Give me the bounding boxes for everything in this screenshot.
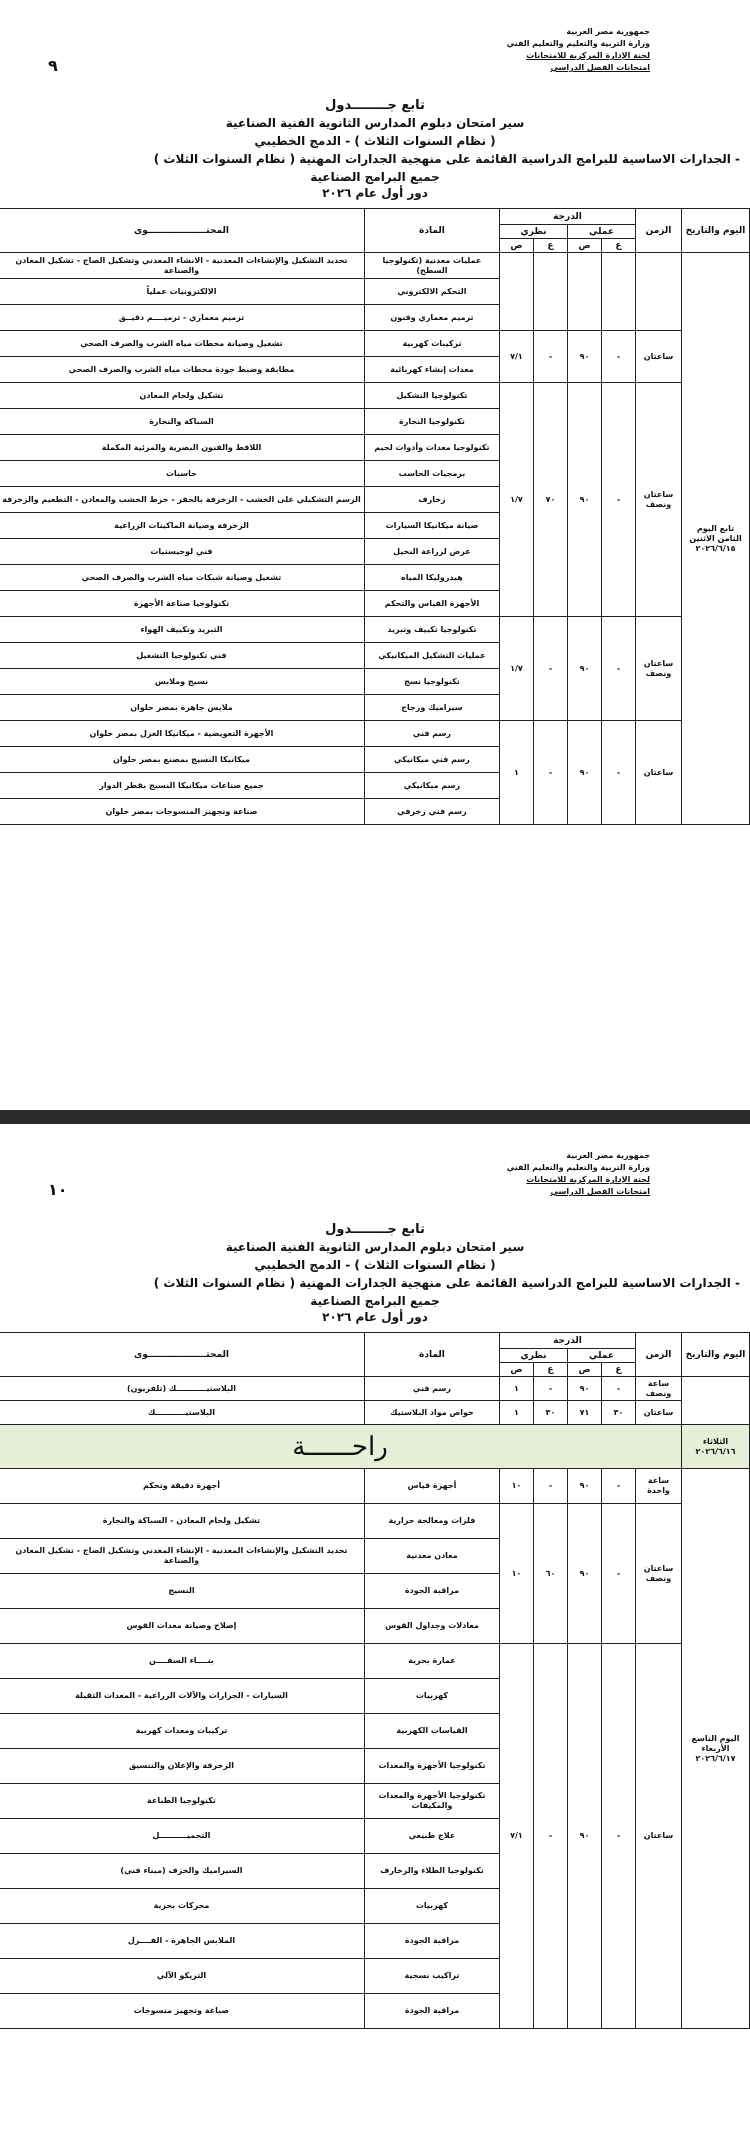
time-cell: ساعة ونصف bbox=[636, 1377, 682, 1401]
rest-day-cell: الثلاثاء ٢٠٢٦/٦/١٦ bbox=[682, 1425, 750, 1469]
chapters-cell: تشكيل ولحام المعادن bbox=[0, 383, 364, 409]
subject-cell: تكنولوجيا الأجهزة والمعدات والمكيفات bbox=[364, 1784, 499, 1819]
grade-cell: ٩٠ bbox=[568, 1377, 602, 1401]
doc-title: تابع جــــــــدول bbox=[325, 1222, 425, 1237]
schedule-table bbox=[0, 208, 750, 825]
header-min: ص bbox=[499, 1363, 533, 1377]
subject-cell: التحكم الالكتروني bbox=[364, 279, 499, 305]
chapters-cell: الأجهزة التعويضية - ميكانيكا الغزل بمصر حلوان bbox=[0, 721, 364, 747]
subject-cell: زخارف bbox=[364, 487, 499, 513]
page-number: ١٠ bbox=[48, 1180, 68, 1199]
chapters-cell: البلاستيـــــــــــك (تلفزيون) bbox=[0, 1377, 364, 1401]
subject-cell: ترميم معماري وفنون bbox=[364, 305, 499, 331]
subject-cell: تكنولوجيا تكييف وتبريد bbox=[364, 617, 499, 643]
table-row bbox=[0, 383, 750, 409]
grade-cell: - bbox=[602, 1469, 636, 1504]
chapters-cell: نسيج وملابس bbox=[0, 669, 364, 695]
subject-cell: مراقبة الجودة bbox=[364, 1924, 499, 1959]
subject-cell: الأجهزة القياس والتحكم bbox=[364, 591, 499, 617]
grade-cell bbox=[499, 253, 533, 331]
doc-competencies: - الجدارات الاساسية للبرامج الدراسية القائمة على منهجية الجدارات المهنية ( نظام السنوات الثلاث ) bbox=[153, 152, 740, 166]
subject-cell: أجهزة قياس bbox=[364, 1469, 499, 1504]
subject-cell: رسم فني ميكانيكي bbox=[364, 747, 499, 773]
table-row bbox=[0, 253, 750, 279]
subject-cell: عمليات التشكيل الميكانيكي bbox=[364, 643, 499, 669]
grade-cell: ٩٠ bbox=[568, 331, 602, 383]
schedule-table bbox=[0, 1332, 750, 2029]
page-separator bbox=[0, 1110, 750, 1124]
grade-cell: ١/٧ bbox=[499, 383, 533, 617]
subject-cell: مراقبة الجودة bbox=[364, 1994, 499, 2029]
chapters-cell: تحديد التشكيل والإنشاءات المعدنية - الإنشاء المعدني وتشكيل الصاج - تشكيل المعادن والصناعة bbox=[0, 1539, 364, 1574]
header-max: ع bbox=[602, 239, 636, 253]
day-cell: تابع اليوم الثامن الاثنين ٢٠٢٦/٦/١٥ bbox=[682, 253, 750, 825]
subject-cell: عمارة بحرية bbox=[364, 1644, 499, 1679]
chapters-cell: النسيج bbox=[0, 1574, 364, 1609]
header-day: اليوم والتاريخ bbox=[682, 209, 750, 253]
chapters-cell: الملابس الجاهزة - الفــــزل bbox=[0, 1924, 364, 1959]
grade-cell: - bbox=[602, 721, 636, 825]
subject-cell: عرض لزراعة النخيل bbox=[364, 539, 499, 565]
grade-cell: ٧٠ bbox=[534, 383, 568, 617]
page-number: ٩ bbox=[48, 56, 58, 75]
subject-cell: تكنولوجيا نسج bbox=[364, 669, 499, 695]
header-time: الزمن bbox=[636, 1333, 682, 1377]
grade-cell: - bbox=[534, 331, 568, 383]
doc-subtitle: سير امتحان دبلوم المدارس الثانوية الفنية الصناعية bbox=[225, 1240, 525, 1254]
chapters-cell: التجميــــــــــل bbox=[0, 1819, 364, 1854]
grade-cell: ٩٠ bbox=[568, 383, 602, 617]
doc-session: دور أول عام ٢٠٢٦ bbox=[322, 1310, 428, 1324]
chapters-cell: تشكيل ولحام المعادن - السباكة والنجارة bbox=[0, 1504, 364, 1539]
chapters-cell: تشغيل وصيانة شبكات مياه الشرب والصرف الصحي bbox=[0, 565, 364, 591]
grade-cell bbox=[568, 253, 602, 331]
grade-cell: - bbox=[534, 1644, 568, 2029]
chapters-cell: ملابس جاهزة بمصر حلوان bbox=[0, 695, 364, 721]
grade-cell: - bbox=[534, 1377, 568, 1401]
exam-page-2 bbox=[0, 1124, 750, 2155]
chapters-cell: الرسم التشكيلي على الخشب - الزخرفة بالحفر - خرط الخشب والمعادن - التطعيم والزخرفة bbox=[0, 487, 364, 513]
chapters-cell: تكنولوجيا صناعة الأجهزة bbox=[0, 591, 364, 617]
table-row bbox=[0, 331, 750, 357]
subject-cell: مراقبة الجودة bbox=[364, 1574, 499, 1609]
grade-cell: - bbox=[602, 383, 636, 617]
chapters-cell: إصلاح وصيانة معدات القوس bbox=[0, 1609, 364, 1644]
header-grades: الدرجة bbox=[499, 1333, 635, 1349]
grade-cell: ١ bbox=[499, 721, 533, 825]
subject-cell: تكنولوجيا النجارة bbox=[364, 409, 499, 435]
chapters-cell: فني لوجيستيات bbox=[0, 539, 364, 565]
time-cell: ساعتان ونصف bbox=[636, 1504, 682, 1644]
chapters-cell: بنــــاء السفــــن bbox=[0, 1644, 364, 1679]
grade-cell: - bbox=[602, 1377, 636, 1401]
time-cell: ساعتان bbox=[636, 331, 682, 383]
header-min: ص bbox=[568, 1363, 602, 1377]
chapters-cell: فني تكنولوجيا التشغيل bbox=[0, 643, 364, 669]
chapters-cell: محركات بحرية bbox=[0, 1889, 364, 1924]
header-day: اليوم والتاريخ bbox=[682, 1333, 750, 1377]
grade-cell: ٩٠ bbox=[568, 1504, 602, 1644]
grade-cell bbox=[534, 253, 568, 331]
time-cell: ساعة واحدة bbox=[636, 1469, 682, 1504]
time-cell bbox=[636, 253, 682, 331]
grade-cell: - bbox=[534, 617, 568, 721]
grade-cell: - bbox=[602, 617, 636, 721]
rest-label: راحــــــة bbox=[0, 1425, 682, 1469]
chapters-cell: السيارات - الجرارات والآلات الزراعية - المعدات الثقيلة bbox=[0, 1679, 364, 1714]
table-row bbox=[0, 1377, 750, 1401]
day-cell: اليوم التاسع الأربعاء ٢٠٢٦/٦/١٧ bbox=[682, 1469, 750, 2029]
chapters-cell: السيراميك والخزف (ميناء فني) bbox=[0, 1854, 364, 1889]
header-subject: المادة bbox=[364, 1333, 499, 1377]
grade-cell: ٦٠ bbox=[534, 1504, 568, 1644]
table-row bbox=[0, 1504, 750, 1539]
header-practical: عملي bbox=[568, 225, 636, 239]
subject-cell: هيدروليكا المياه bbox=[364, 565, 499, 591]
chapters-cell: تشغيل وصيانة محطات مياه الشرب والصرف الصحي bbox=[0, 331, 364, 357]
subject-cell: تكنولوجيا الأجهزة والمعدات bbox=[364, 1749, 499, 1784]
grade-cell: - bbox=[602, 1504, 636, 1644]
header-time: الزمن bbox=[636, 209, 682, 253]
chapters-cell: اللاقط والفنون البصرية والمرئية المكملة bbox=[0, 435, 364, 461]
grade-cell: ١ bbox=[499, 1377, 533, 1401]
table-row bbox=[0, 1644, 750, 1679]
time-cell: ساعتان bbox=[636, 721, 682, 825]
grade-cell: - bbox=[602, 331, 636, 383]
grade-cell: ٧/١ bbox=[499, 331, 533, 383]
header-theory: نظري bbox=[499, 225, 567, 239]
subject-cell: رسم فني زخرفي bbox=[364, 799, 499, 825]
header-grades: الدرجة bbox=[499, 209, 635, 225]
time-cell: ساعتان bbox=[636, 1644, 682, 2029]
header-min: ص bbox=[568, 239, 602, 253]
chapters-cell: تكنولوجيا الطباعة bbox=[0, 1784, 364, 1819]
chapters-cell: الزخرفة والإعلان والتنسيق bbox=[0, 1749, 364, 1784]
chapters-cell: جميع صناعات ميكانيكا النسيج بقطر الدوار bbox=[0, 773, 364, 799]
subject-cell: تكنولوجيا الطلاء والزخارف bbox=[364, 1854, 499, 1889]
time-cell: ساعتان ونصف bbox=[636, 617, 682, 721]
subject-cell: علاج طبيعي bbox=[364, 1819, 499, 1854]
chapters-cell: مطابقة وضبط جودة محطات مياه الشرب والصرف الصحي bbox=[0, 357, 364, 383]
subject-cell: برمجيات الحاسب bbox=[364, 461, 499, 487]
grade-cell: ١٠ bbox=[499, 1504, 533, 1644]
subject-cell: رسم فني bbox=[364, 721, 499, 747]
subject-cell: تراكيب نسجية bbox=[364, 1959, 499, 1994]
header-max: ع bbox=[602, 1363, 636, 1377]
table-row bbox=[0, 1401, 750, 1425]
time-cell: ساعتان ونصف bbox=[636, 383, 682, 617]
chapters-cell: تحديد التشكيل والإنشاءات المعدنية - الانشاء المعدني وتشكيل الصاج - تشكيل المعادن والصناعة bbox=[0, 253, 364, 279]
chapters-cell: حاسبات bbox=[0, 461, 364, 487]
org-header: جمهورية مصر العربية وزارة التربية والتعليم والتعليم الفني لجنة الإدارة المركزية للامتحانات امتحانات الفصل الدراسي bbox=[506, 1151, 650, 1196]
chapters-cell: تركيبات ومعدات كهربية bbox=[0, 1714, 364, 1749]
doc-programs: جميع البرامج الصناعية bbox=[310, 170, 440, 184]
org-header: جمهورية مصر العربية وزارة التربية والتعليم والتعليم الفني لجنة الإدارة المركزية للامتحانات امتحانات الفصل الدراسي bbox=[506, 27, 650, 72]
grade-cell: ٩٠ bbox=[568, 1469, 602, 1504]
header-theory: نظري bbox=[499, 1349, 567, 1363]
time-cell: ساعتان bbox=[636, 1401, 682, 1425]
subject-cell: رسم فني bbox=[364, 1377, 499, 1401]
grade-cell: ٩٠ bbox=[568, 1644, 602, 2029]
doc-competencies: - الجدارات الاساسية للبرامج الدراسية القائمة على منهجية الجدارات المهنية ( نظام السنوات الثلاث ) bbox=[153, 1276, 740, 1290]
subject-cell: معادن معدنية bbox=[364, 1539, 499, 1574]
doc-programs: جميع البرامج الصناعية bbox=[310, 1294, 440, 1308]
doc-system: ( نظام السنوات الثلاث ) - الدمج الخطيبي bbox=[254, 134, 496, 148]
header-max: ع bbox=[534, 239, 568, 253]
subject-cell: تكنولوجيا التشكيل bbox=[364, 383, 499, 409]
chapters-cell: صناعة وتجهيز المنسوجات بمصر حلوان bbox=[0, 799, 364, 825]
chapters-cell: التبريد وتكييف الهواء bbox=[0, 617, 364, 643]
doc-session: دور أول عام ٢٠٢٦ bbox=[322, 186, 428, 200]
doc-title: تابع جــــــــدول bbox=[325, 98, 425, 113]
chapters-cell: أجهزة دقيقة وتحكم bbox=[0, 1469, 364, 1504]
grade-cell: ١٠ bbox=[499, 1469, 533, 1504]
rest-row bbox=[0, 1425, 750, 1469]
header-subject: المادة bbox=[364, 209, 499, 253]
header-practical: عملي bbox=[568, 1349, 636, 1363]
subject-cell: فلزات ومعالجة حرارية bbox=[364, 1504, 499, 1539]
header-min: ص bbox=[499, 239, 533, 253]
chapters-cell: الالكترونيات عملياً bbox=[0, 279, 364, 305]
subject-cell: القياسات الكهربية bbox=[364, 1714, 499, 1749]
subject-cell: معدات إنشاء كهربائية bbox=[364, 357, 499, 383]
subject-cell: رسم ميكانيكي bbox=[364, 773, 499, 799]
table-row bbox=[0, 617, 750, 643]
subject-cell: سيراميك وزجاج bbox=[364, 695, 499, 721]
chapters-cell: الزخرفة وصيانة الماكينات الزراعية bbox=[0, 513, 364, 539]
grade-cell: - bbox=[534, 1469, 568, 1504]
chapters-cell: ميكانيكا النسيج بمصنع بمصر حلوان bbox=[0, 747, 364, 773]
grade-cell: ٩٠ bbox=[568, 721, 602, 825]
grade-cell: - bbox=[534, 721, 568, 825]
chapters-cell: ترميم معماري - ترميــــم دقيــق bbox=[0, 305, 364, 331]
day-cell bbox=[682, 1377, 750, 1425]
chapters-cell: صباغة وتجهيز منسوجات bbox=[0, 1994, 364, 2029]
grade-cell: ١ bbox=[499, 1401, 533, 1425]
doc-subtitle: سير امتحان دبلوم المدارس الثانوية الفنية الصناعية bbox=[225, 116, 525, 130]
grade-cell: ٧١ bbox=[568, 1401, 602, 1425]
subject-cell: معادلات وجداول القوس bbox=[364, 1609, 499, 1644]
header-max: ع bbox=[534, 1363, 568, 1377]
doc-system: ( نظام السنوات الثلاث ) - الدمج الخطيبي bbox=[254, 1258, 496, 1272]
chapters-cell: السباكة والنجارة bbox=[0, 409, 364, 435]
table-row bbox=[0, 1469, 750, 1504]
grade-cell: ٧/١ bbox=[499, 1644, 533, 2029]
chapters-cell: التريكو الآلي bbox=[0, 1959, 364, 1994]
subject-cell: كهربيات bbox=[364, 1679, 499, 1714]
subject-cell: تكنولوجيا معدات وأدوات لحيم bbox=[364, 435, 499, 461]
subject-cell: صيانة ميكانيكا السيارات bbox=[364, 513, 499, 539]
grade-cell: ٣٠ bbox=[534, 1401, 568, 1425]
subject-cell: عمليات معدنية (تكنولوجيا السطح) bbox=[364, 253, 499, 279]
subject-cell: كهربيات bbox=[364, 1889, 499, 1924]
grade-cell: - bbox=[602, 1644, 636, 2029]
grade-cell: ٣٠ bbox=[602, 1401, 636, 1425]
header-chapters: المحتـــــــــــــــــــوى bbox=[0, 209, 364, 253]
table-row bbox=[0, 721, 750, 747]
header-chapters: المحتـــــــــــــــــــوى bbox=[0, 1333, 364, 1377]
grade-cell: ١/٧ bbox=[499, 617, 533, 721]
subject-cell: تركيبات كهربية bbox=[364, 331, 499, 357]
grade-cell: ٩٠ bbox=[568, 617, 602, 721]
grade-cell bbox=[602, 253, 636, 331]
subject-cell: خواص مواد البلاستيك bbox=[364, 1401, 499, 1425]
chapters-cell: البلاستيـــــــــــك bbox=[0, 1401, 364, 1425]
